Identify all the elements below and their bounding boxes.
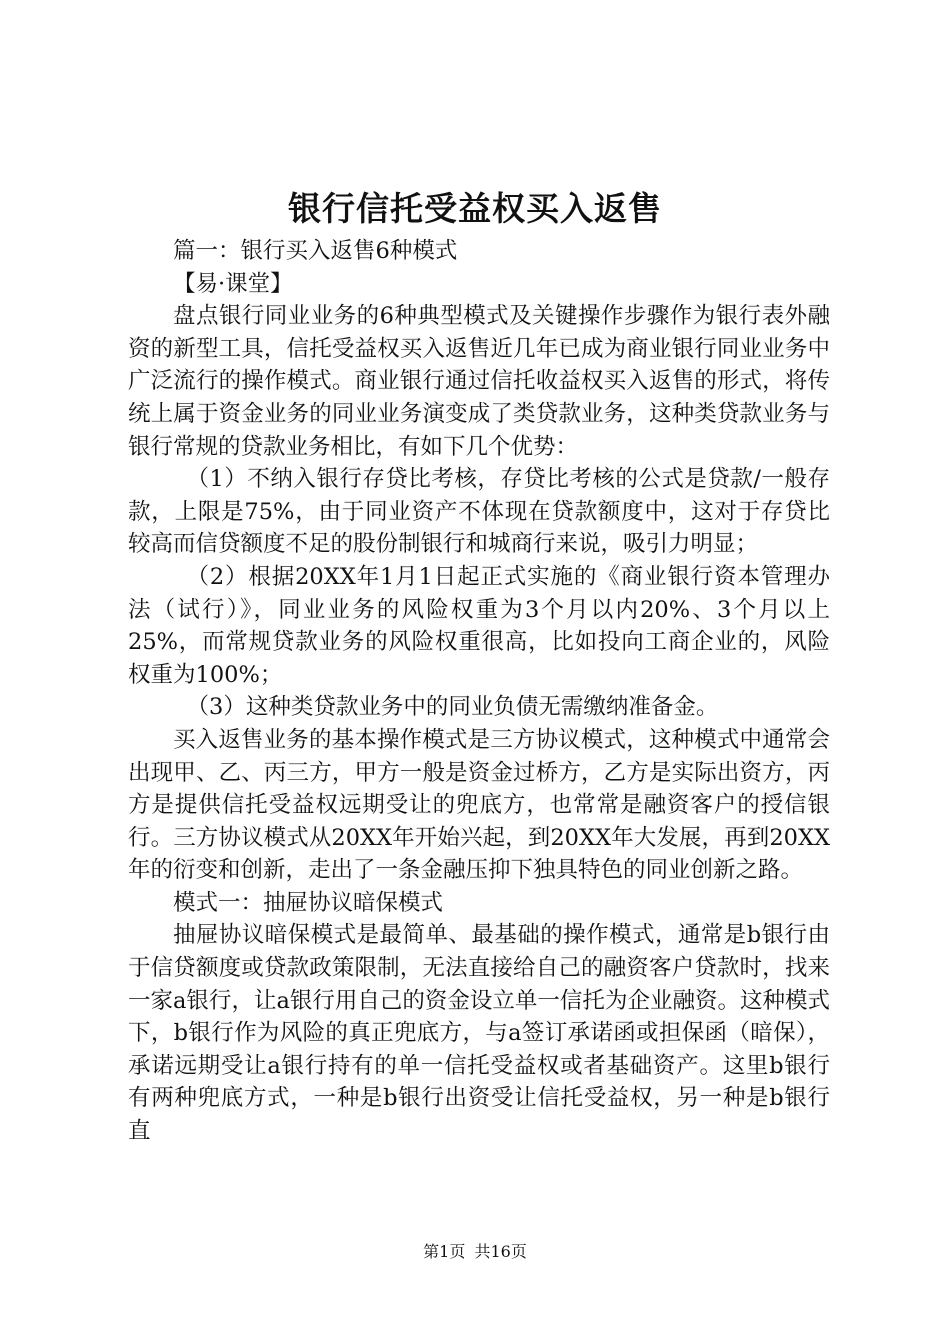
document-body [128, 235, 830, 1148]
paragraph-basic-mode: 买入返售业务的基本操作模式是三方协议模式，这种模式中通常会出现甲、乙、丙三方，甲方一般是资金过桥方，乙方是实际出资方，丙方是提供信托受益权远期受让的兜底方，也常常是融资客户的授信银行。三方协议模式从20XX年开始兴起，到20XX年大发展，再到20XX年的衍变和创新，走出了一条金融压抑下独具特色的同业创新之路。 [128, 726, 830, 884]
paragraph-advantage-2: （2）根据20XX年1月1日起正式实施的《商业银行资本管理办法（试行）》，同业业务的风险权重为3个月以内20%、3个月以上25%，而常规贷款业务的风险权重很高，比如投向工商企业的，风险权重为100%； [128, 563, 830, 688]
paragraph-intro: 盘点银行同业业务的6种典型模式及关键操作步骤作为银行表外融资的新型工具，信托受益权买入返售近几年已成为商业银行同业业务中广泛流行的操作模式。商业银行通过信托收益权买入返售的形式，将传统上属于资金业务的同业业务演变成了类贷款业务，这种类贷款业务与银行常规的贷款业务相比，有如下几个优势： [128, 303, 830, 460]
paragraph-subtitle: 篇一：银行买入返售6种模式 [173, 238, 458, 264]
page-number: 第1页 [423, 1242, 466, 1261]
page-footer [0, 1240, 950, 1264]
page-total: 共16页 [474, 1242, 527, 1261]
paragraph-mode-one-heading: 模式一：抽屉协议暗保模式 [173, 889, 444, 916]
paragraph-advantage-1: （1）不纳入银行存贷比考核，存贷比考核的公式是贷款/一般存款，上限是75%，由于同业资产不体现在贷款额度中，这对于存贷比较高而信贷额度不足的股份制银行和城商行来说，吸引力明显； [128, 466, 830, 558]
paragraph-advantage-3: （3）这种类贷款业务中的同业负债无需缴纳准备金。 [186, 694, 719, 721]
document-title: 银行信托受益权买入返售 [288, 189, 662, 228]
paragraph-mode-one-body: 抽屉协议暗保模式是最简单、最基础的操作模式，通常是b银行由于信贷额度或贷款政策限制，无法直接给自己的融资客户贷款时，找来一家a银行，让a银行用自己的资金设立单一信托为企业融资。这种模式下，b银行作为风险的真正兜底方，与a签订承诺函或担保函（暗保），承诺远期受让a银行持有的单一信托受益权或者基础资产。这里b银行有两种兜底方式，一种是b银行出资受让信托受益权，另一种是b银行直 [128, 922, 830, 1145]
paragraph-section-tag: 【易·课堂】 [173, 270, 293, 297]
